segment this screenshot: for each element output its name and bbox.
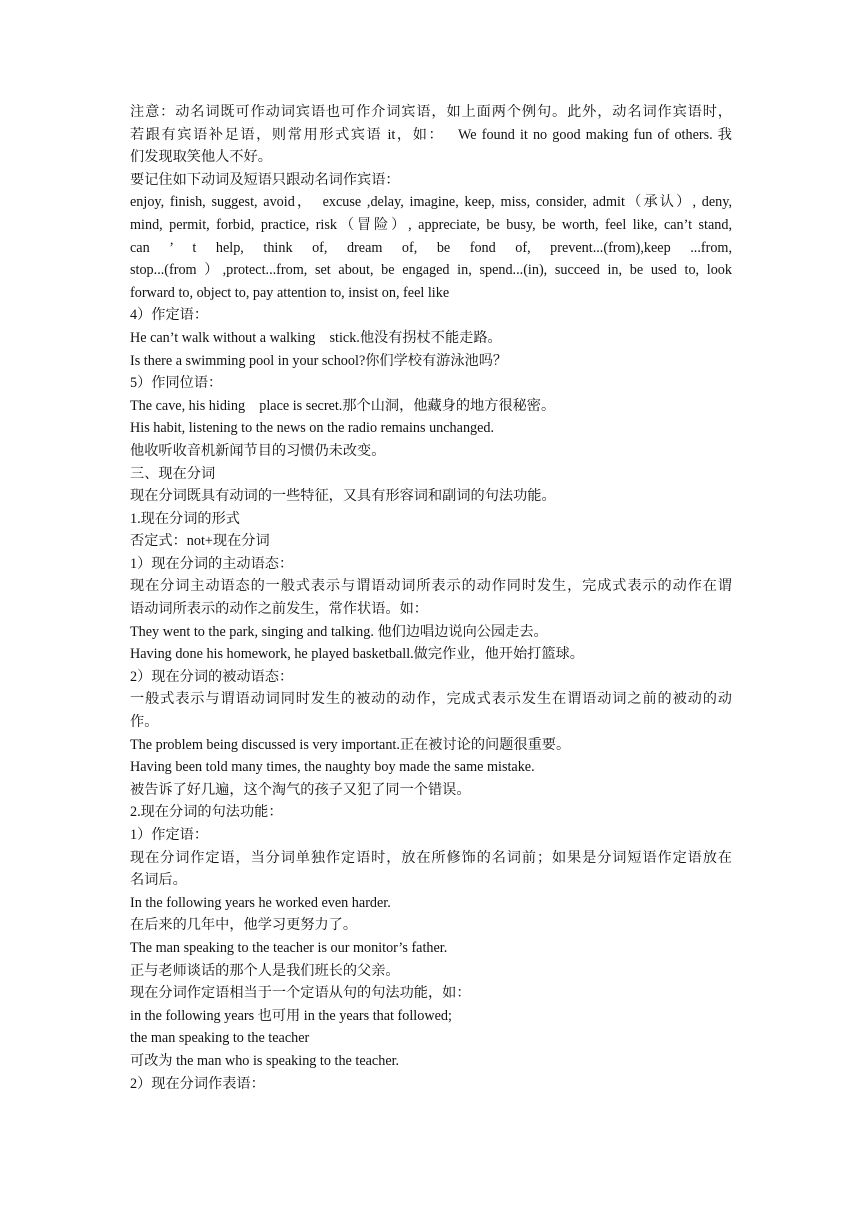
example-translation: 他收听收音机新闻节目的习惯仍未改变。 (130, 442, 386, 459)
example-sentence: His habit, listening to the news on the radio remains unchanged. (130, 420, 495, 437)
text-line: 一般式表示与谓语动词同时发生的被动的动作，完成式表示发生在谓语动词之前的被动的动 (130, 691, 732, 708)
example-sentence: 可改为 the man who is speaking to the teacher. (130, 1052, 400, 1069)
example-sentence: The problem being discussed is very important.正在被讨论的问题很重要。 (130, 736, 571, 753)
text-line: 现在分词既具有动词的一些特征，又具有形容词和副词的句法功能。 (130, 488, 556, 505)
example-sentence: The man speaking to the teacher is our monitor’s father. (130, 939, 448, 956)
text-line: 们发现取笑他人不好。 (130, 149, 272, 166)
text-line: 注意：动名词既可作动词宾语也可作介词宾语，如上面两个例句。此外，动名词作宾语时， (130, 104, 732, 120)
text-line: 现在分词主动语态的一般式表示与谓语动词所表示的动作同时发生，完成式表示的动作在谓 (130, 578, 732, 595)
example-translation: 正与老师谈话的那个人是我们班长的父亲。 (130, 962, 400, 979)
example-sentence: He can’t walk without a walking stick.他没有拐杖不能走路。 (130, 329, 502, 346)
example-sentence: in the following years 也可用 in the years that followed; (130, 1007, 452, 1024)
example-sentence: Having been told many times, the naughty boy made the same mistake. (130, 759, 535, 776)
text-line: mind, permit, forbid, practice, risk（冒险）, appreciate, be busy, be worth, feel like, can’t stand, (130, 216, 732, 233)
text-line: 现在分词作定语相当于一个定语从句的句法功能，如： (130, 985, 471, 1002)
text-line: 否定式：not+现在分词 (130, 533, 270, 550)
example-sentence: The cave, his hiding place is secret.那个山洞，他藏身的地方很秘密。 (130, 397, 556, 414)
example-sentence: They went to the park, singing and talking. 他们边唱边说向公园走去。 (130, 623, 548, 640)
section-heading: 2.现在分词的句法功能： (130, 804, 283, 821)
text-line: enjoy, finish, suggest, avoid， excuse ,delay, imagine, keep, miss, consider, admit（承认）, deny, (130, 194, 732, 211)
text-line: can ’ t help, think of, dream of, be fond of, prevent...(from),keep ...from, (130, 239, 732, 256)
document-page (130, 101, 732, 1095)
example-translation: 在后来的几年中，他学习更努力了。 (130, 917, 358, 934)
text-line: 现在分词作定语，当分词单独作定语时，放在所修饰的名词前；如果是分词短语作定语放在 (130, 849, 732, 866)
section-heading: 2）现在分词作表语： (130, 1075, 265, 1092)
section-heading: 1）作定语： (130, 827, 209, 843)
text-line: 要记住如下动词及短语只跟动名词作宾语： (130, 171, 400, 188)
section-heading: 三、现在分词 (130, 465, 216, 482)
example-sentence: Having done his homework, he played basketball.做完作业，他开始打篮球。 (130, 646, 584, 663)
example-sentence: the man speaking to the teacher (130, 1030, 310, 1047)
text-line: forward to, object to, pay attention to, insist on, feel like (130, 284, 450, 301)
section-heading: 2）现在分词的被动语态： (130, 668, 294, 685)
example-sentence: In the following years he worked even harder. (130, 894, 391, 911)
example-sentence: Is there a swimming pool in your school?你们学校有游泳池吗？ (130, 352, 508, 369)
section-heading: 1.现在分词的形式 (130, 510, 240, 527)
section-heading: 1）现在分词的主动语态： (130, 555, 294, 572)
section-heading: 4）作定语： (130, 307, 209, 324)
example-translation: 被告诉了好几遍，这个淘气的孩子又犯了同一个错误。 (130, 781, 471, 798)
text-line: stop...(from ）,protect...from, set about, be engaged in, spend...(in), succeed in, be used to, look (130, 262, 732, 279)
text-line: 若跟有宾语补足语，则常用形式宾语 it，如： We found it no good making fun of others. 我 (130, 126, 732, 143)
section-heading: 5）作同位语： (130, 375, 223, 392)
text-line: 语动词所表示的动作之前发生，常作状语。如： (130, 601, 428, 618)
text-line: 作。 (130, 714, 159, 731)
text-line: 名词后。 (130, 872, 187, 889)
